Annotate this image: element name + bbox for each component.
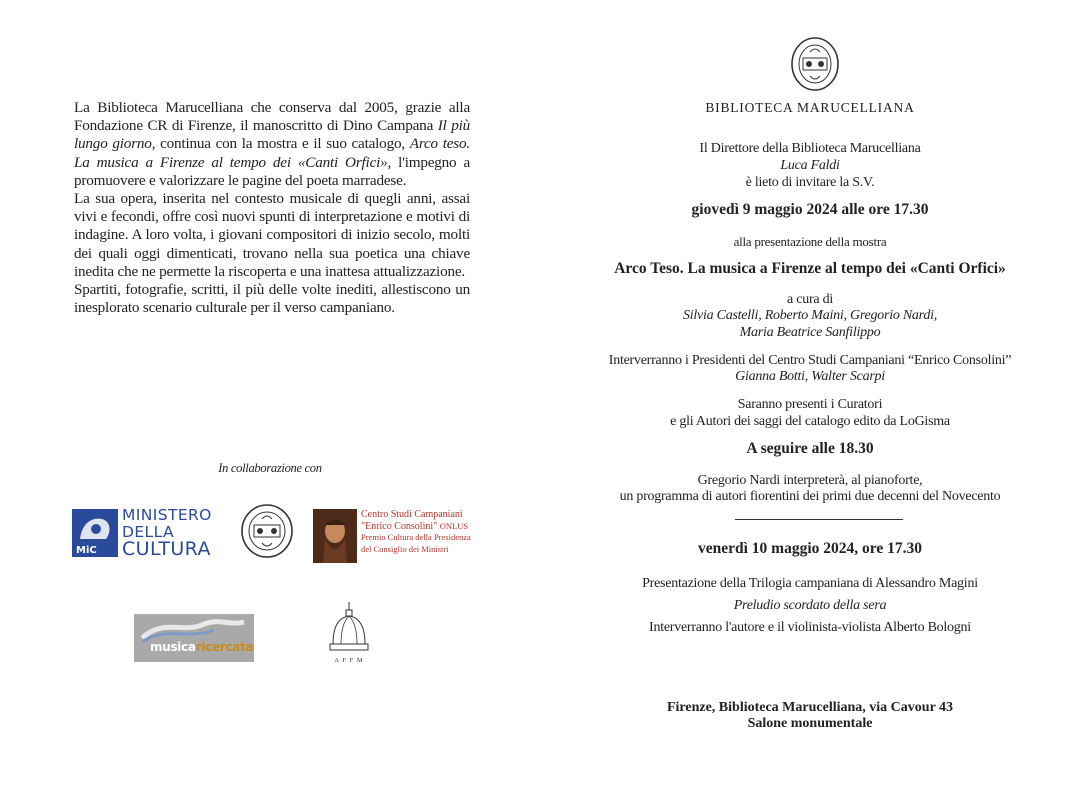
musica-ricercata-logo: musicaricercata: [134, 614, 254, 662]
intro-paragraph-2: La sua opera, inserita nel contesto musicale di quegli anni, assai vivi e fecondi, offre così nuovi spunti di interpretazione e motivi di indagine. A loro volta, i giovani compositori di inizio secolo, molti dei quali oggi dimenticati, trovano nella sua poetica una chiave inedita che ne permette la riscoperta e una inattesa attualizzazione.: [74, 190, 470, 280]
catalog-title: Arco teso. La musica a Firenze al tempo dei «Canti Orfici»: [74, 135, 470, 171]
mic-line-1: MINISTERO: [122, 506, 212, 524]
trilogy-line: Presentazione della Trilogia campaniana di Alessandro Magini: [642, 576, 978, 591]
venue-line-2: Salone monumentale: [747, 716, 873, 731]
present-line-2: e gli Autori dei saggi del catalogo edito da LoGisma: [670, 414, 950, 429]
exhibition-title: Arco Teso. La musica a Firenze al tempo dei «Canti Orfici»: [614, 260, 1006, 277]
mic-line-3: CULTURA: [122, 538, 211, 560]
divider: [735, 519, 903, 520]
manuscript-title: Il più lungo giorno: [74, 117, 470, 153]
presentation-line: alla presentazione della mostra: [733, 234, 887, 249]
concert-line-2: un programma di autori fiorentini dei primi due decenni del Novecento: [619, 489, 1001, 504]
trilogy-speakers: Interverranno l'autore e il violinista-violista Alberto Bologni: [649, 620, 971, 635]
director-name: Luca Faldi: [780, 158, 840, 173]
director-line: Il Direttore della Biblioteca Marucelliana: [699, 141, 921, 156]
csc-line-1: Centro Studi Campaniani: [361, 509, 463, 520]
institution-name: BIBLIOTECA MARUCELLIANA: [705, 100, 915, 115]
mic-line-2: DELLA: [122, 523, 174, 541]
venue-line-1: Firenze, Biblioteca Marucelliana, via Cavour 43: [666, 700, 954, 715]
curated-by-label: a cura di: [787, 292, 833, 307]
portrait-icon: [313, 509, 357, 563]
intro-paragraph-3: Spartiti, fotografie, scritti, il più delle volte inediti, allestiscono un inesplorato scenario culturale per il verso campaniano.: [74, 281, 470, 317]
csc-line-4: del Consiglio dei Ministri: [361, 543, 449, 554]
csc-line-2: "Enrico Consolini" ONLUS: [361, 520, 469, 532]
library-seal-icon: [790, 36, 840, 92]
collaboration-label: In collaborazione con: [218, 461, 322, 475]
present-line-1: Saranno presenti i Curatori: [737, 397, 883, 412]
marucelliana-seal-small: [240, 503, 294, 559]
centro-studi-campaniani-logo: [313, 507, 478, 563]
ministero-cultura-logo: [72, 506, 217, 560]
invite-line: è lieto di invitare la S.V.: [745, 175, 875, 190]
curators-line-1: Silvia Castelli, Roberto Maini, Gregorio Nardi,: [683, 308, 937, 323]
mic-emblem-icon: [72, 509, 118, 557]
event-date-2: venerdì 10 maggio 2024, ore 17.30: [697, 540, 922, 557]
intro-text: [74, 99, 470, 317]
intro-paragraph-1: La Biblioteca Marucelliana che conserva dal 2005, grazie alla Fondazione CR di Firenze, il manoscritto di Dino Campana Il più lungo giorno, continua con la mostra e il suo catalogo, Arco teso. La musica a Firenze al tempo dei «Canti Orfici», l'impegno a promuovere e valorizzare le pagine del poeta marradese.: [74, 99, 471, 189]
concert-line-1: Gregorio Nardi interpreterà, al pianoforte,: [697, 473, 923, 488]
speakers-line: Interverranno i Presidenti del Centro Studi Campaniani “Enrico Consolini”: [608, 353, 1012, 368]
marucelliana-seal: [790, 36, 840, 92]
right-page: [540, 0, 1080, 809]
event-date-1: giovedì 9 maggio 2024 alle ore 17.30: [691, 201, 929, 218]
affm-label: A F F M: [334, 657, 364, 664]
speakers-names: Gianna Botti, Walter Scarpi: [735, 369, 885, 384]
csc-line-3: Premio Cultura della Presidenza: [361, 532, 471, 542]
svg-text:MiC: MiC: [76, 545, 97, 556]
book-title: Preludio scordato della sera: [733, 598, 887, 613]
dome-icon: [325, 600, 373, 658]
ribbon-icon: [134, 614, 254, 662]
affm-logo: [325, 600, 373, 668]
after-heading: A seguire alle 18.30: [746, 440, 874, 457]
library-seal-icon: [240, 503, 294, 559]
curators-line-2: Maria Beatrice Sanfilippo: [739, 325, 881, 340]
